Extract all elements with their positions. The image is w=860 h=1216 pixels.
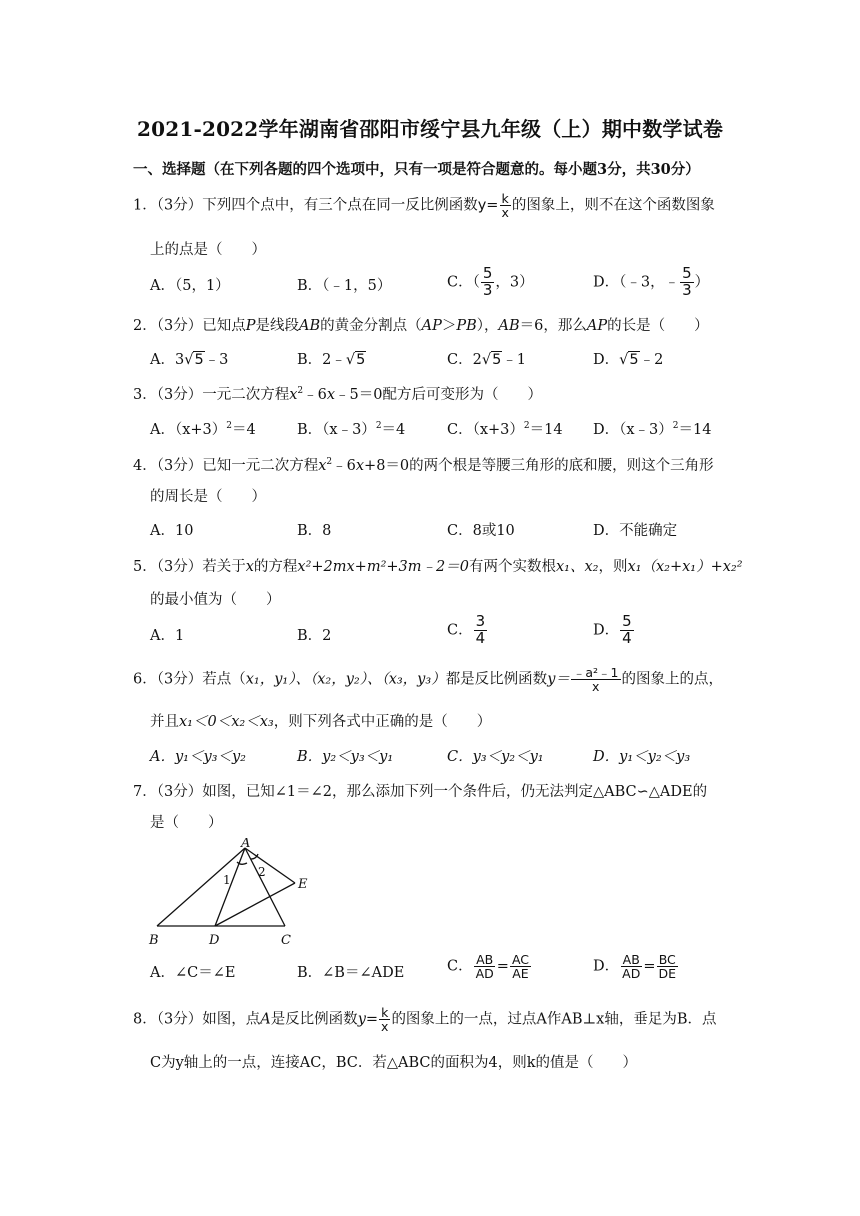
q4-option-b: B．8 xyxy=(297,523,332,539)
q5-option-d xyxy=(593,614,635,647)
q2-t1: 是线段 xyxy=(255,318,299,334)
q5-pre: 5．（3分）若关于 xyxy=(133,559,246,575)
q2-PB: PB xyxy=(456,318,477,334)
q7-option-d xyxy=(593,953,679,980)
q8-frac-num: k xyxy=(381,1005,389,1020)
q1-c-pre: C．（ xyxy=(447,274,480,291)
line-AD xyxy=(215,848,245,926)
q7-c-frac2 xyxy=(510,953,531,980)
q6-fraction xyxy=(571,666,621,693)
question-6-line-1 xyxy=(133,666,723,693)
q3-sq: 2 xyxy=(297,386,304,396)
q4-option-a: A．10 xyxy=(150,523,194,539)
section-heading: 一、选择题（在下列各题的四个选项中，只有一项是符合题意的。每小题3分，共30分） xyxy=(133,161,700,178)
q2-b-pre: B．2﹣ xyxy=(297,352,346,368)
q1-option-c xyxy=(447,266,534,299)
label-C: C xyxy=(281,933,291,948)
q7-d-frac2 xyxy=(656,953,678,980)
q2-c-pre: C．2 xyxy=(447,352,482,368)
q7-d-pre: D． xyxy=(593,958,620,975)
q1-d-num: 5 xyxy=(682,264,692,282)
q7-d-n2: BC xyxy=(658,952,676,967)
label-angle-1: 1 xyxy=(223,873,231,887)
q7-option-c xyxy=(447,953,532,980)
q3-x: x xyxy=(289,387,298,403)
q4-pre: 4．（3分）已知一元二次方程 xyxy=(133,458,319,474)
q2-d-pre: D． xyxy=(593,352,620,368)
q5-c-num: 3 xyxy=(475,612,486,630)
q3-eq2: ﹣6 xyxy=(303,387,327,403)
q8-frac-den: x xyxy=(381,1019,389,1035)
q2-b-rad: 5 xyxy=(356,352,366,368)
q2-t5: 的长是（ ） xyxy=(607,318,709,334)
question-1-line-1 xyxy=(133,192,715,219)
q1-option-a: A．（5，1） xyxy=(150,278,230,294)
label-D: D xyxy=(209,933,220,948)
question-4-line-1 xyxy=(133,454,714,475)
line-AC xyxy=(245,848,285,926)
q3-d-post: ＝14 xyxy=(678,422,712,438)
q2-AP: AP xyxy=(421,318,442,334)
q5-option-c xyxy=(447,614,488,647)
q7-c-pre: C． xyxy=(447,958,473,975)
question-7-line-1: 7．（3分）如图，已知∠1＝∠2，那么添加下列一个条件后，仍无法判定△ABC∽△ADE的 xyxy=(133,784,708,800)
q1-d-den: 3 xyxy=(682,280,692,299)
q2-option-c xyxy=(447,348,526,369)
q3-option-c xyxy=(447,418,563,439)
q5-c-fraction xyxy=(474,614,488,647)
label-E: E xyxy=(298,877,308,892)
q7-c-eq: = xyxy=(496,958,509,975)
q2-t2: 的黄金分割点（ xyxy=(320,318,422,334)
q5-d-fraction xyxy=(620,614,634,647)
question-5-line-2: 的最小值为（ ） xyxy=(150,592,281,608)
q2-a-pre: A．3 xyxy=(150,352,185,368)
q3-option-b xyxy=(297,418,405,439)
q2-P: P xyxy=(245,318,256,334)
page-title: 2021-2022学年湖南省邵阳市绥宁县九年级（上）期中数学试卷 xyxy=(136,117,724,141)
q3-eq3: ﹣5＝0配方后可变形为（ ） xyxy=(335,387,542,403)
q2-AP2: AP xyxy=(586,318,608,334)
q4-option-c: C．8或10 xyxy=(447,523,515,539)
q2-d-rad: 5 xyxy=(629,352,639,368)
q1-frac-num: k xyxy=(501,191,509,206)
q6-l2-post: ，则下列各式中正确的是（ ） xyxy=(273,714,492,730)
q1-option-b: B．（﹣1，5） xyxy=(297,278,392,294)
q6-yeq: y＝ xyxy=(547,671,570,688)
q1-c-den: 3 xyxy=(482,280,493,299)
q2-d-post: ﹣2 xyxy=(639,352,664,368)
q3-b-text: B．（x﹣3） xyxy=(297,422,376,438)
q8-mid: 是反比例函数 xyxy=(270,1011,358,1028)
q2-b-sqrt: √5 xyxy=(345,352,366,368)
q1-text: 1．（3分）下列四个点中，有三个点在同一反比例函数 xyxy=(133,197,478,214)
q7-c-n2: AC xyxy=(511,952,530,967)
q4-sq: 2 xyxy=(326,457,333,467)
question-8-line-2: C为y轴上的一点，连接AC，BC．若△ABC的面积为4，则k的值是（ ） xyxy=(150,1055,638,1071)
q3-b-post: ＝4 xyxy=(381,422,406,438)
q6-option-a: A．y₁＜y₃＜y₂ xyxy=(150,749,246,765)
q5-d-pre: D． xyxy=(593,622,620,639)
triangle-diagram xyxy=(145,838,325,950)
q8-rest: 的图象上的一点，过点A作AB⊥x轴，垂足为B．点 xyxy=(391,1011,717,1028)
q2-gt: ＞ xyxy=(441,318,457,334)
q3-option-d xyxy=(593,418,711,439)
q2-AB: AB xyxy=(298,318,321,334)
label-angle-2: 2 xyxy=(258,865,266,879)
q3-a-post: ＝4 xyxy=(232,422,256,438)
q3-option-a xyxy=(150,418,256,439)
q2-c-rad: 5 xyxy=(492,352,502,368)
q7-d-n1: AB xyxy=(622,952,640,967)
q2-option-d xyxy=(593,348,663,369)
q7-c-frac1 xyxy=(474,953,496,980)
q5-mid3: ，则 xyxy=(598,559,628,575)
q7-d-d2: DE xyxy=(658,966,677,982)
q8-A: A xyxy=(260,1011,271,1028)
q3-c-sup: 2 xyxy=(523,421,530,431)
q4-option-d: D．不能确定 xyxy=(593,523,678,539)
q2-a-rad: 5 xyxy=(194,352,204,368)
q7-c-n1: AB xyxy=(476,952,494,967)
question-1-line-2: 上的点是（ ） xyxy=(150,242,266,258)
q1-c-num: 5 xyxy=(482,264,493,282)
q6-l2-pre: 并且 xyxy=(150,714,179,730)
label-B: B xyxy=(149,933,159,948)
q5-d-den: 4 xyxy=(622,628,632,647)
q6-option-d: D．y₁＜y₂＜y₃ xyxy=(593,749,691,765)
q4-rest: +8＝0的两个根是等腰三角形的底和腰，则这个三角形 xyxy=(364,458,714,474)
line-AE xyxy=(245,848,295,883)
label-A: A xyxy=(241,838,251,851)
q2-pre: 2．（3分）已知点 xyxy=(133,318,246,334)
q5-c-pre: C． xyxy=(447,622,473,639)
q2-t4: ＝6，那么 xyxy=(519,318,587,334)
question-6-line-2 xyxy=(150,710,491,731)
q8-fraction xyxy=(379,1006,390,1033)
q6-mid: 都是反比例函数 xyxy=(445,671,548,688)
q5-option-b: B．2 xyxy=(297,628,332,644)
q7-option-b: B．∠B＝∠ADE xyxy=(297,965,405,981)
q7-c-d2: AE xyxy=(512,966,529,982)
q7-d-d1: AD xyxy=(622,966,641,982)
q1-fraction xyxy=(499,192,510,219)
q5-mid2: 有两个实数根 xyxy=(468,559,556,575)
q3-c-text: C．（x+3） xyxy=(447,422,524,438)
q2-t3: ）， xyxy=(476,318,499,334)
q1-c-fraction xyxy=(481,266,495,299)
q6-cond: x₁＜0＜x₂＜x₃ xyxy=(179,714,274,730)
q2-c-sqrt: √5 xyxy=(481,352,502,368)
q1-d-pre: D．（﹣3，﹣ xyxy=(593,274,680,291)
q6-option-c: C．y₃＜y₂＜y₁ xyxy=(447,749,544,765)
q4-x: x xyxy=(318,458,327,474)
q5-mid: 的方程 xyxy=(253,559,298,575)
q1-d-post: ） xyxy=(694,274,710,291)
q3-a-text: A．（x+3） xyxy=(150,422,227,438)
q7-c-d1: AD xyxy=(475,966,494,982)
q1-yeq: y= xyxy=(477,197,499,214)
question-5-line-1 xyxy=(133,555,743,576)
q6-frac-den: x xyxy=(592,679,600,695)
q6-rest: 的图象上的点， xyxy=(621,671,724,688)
q6-pre: 6．（3分）若点（ xyxy=(133,671,246,688)
q5-eq: x²+2mx+m²+3m﹣2＝0 xyxy=(297,559,469,575)
q3-pre: 3．（3分）一元二次方程 xyxy=(133,387,290,403)
q1-frac-den: x xyxy=(501,205,509,221)
q8-pre: 8．（3分）如图，点 xyxy=(133,1011,261,1028)
q5-roots: x₁、x₂ xyxy=(555,559,599,575)
q6-option-b: B．y₂＜y₃＜y₁ xyxy=(297,749,394,765)
q2-option-b xyxy=(297,348,366,369)
q1-c-post: ，3） xyxy=(495,274,534,291)
q5-option-a: A．1 xyxy=(150,628,185,644)
q7-d-frac1 xyxy=(620,953,642,980)
q5-x: x xyxy=(245,559,254,575)
q6-pts: x₁，y₁）、（x₂，y₂）、（x₃，y₃） xyxy=(245,671,446,688)
q1-rest: 的图象上，则不在这个函数图象 xyxy=(511,197,715,214)
q5-expr: x₁（x₂+x₁）+x₂² xyxy=(627,559,743,575)
line-AB xyxy=(157,848,245,926)
q2-a-post: ﹣3 xyxy=(204,352,229,368)
line-DE xyxy=(215,883,295,926)
q8-yeq: y= xyxy=(357,1011,379,1028)
q4-mid: ﹣6 xyxy=(332,458,356,474)
q2-c-post: ﹣1 xyxy=(502,352,527,368)
q6-frac-num: ﹣a²﹣1 xyxy=(572,665,619,680)
q3-d-sup: 2 xyxy=(672,421,679,431)
q3-b-sup: 2 xyxy=(375,421,382,431)
question-4-line-2: 的周长是（ ） xyxy=(150,489,266,505)
angle-1-arc xyxy=(237,862,247,864)
q5-c-den: 4 xyxy=(475,628,486,647)
q4-x2: x xyxy=(355,458,365,474)
question-2-line-1 xyxy=(133,314,709,335)
q3-d-text: D．（x﹣3） xyxy=(593,422,673,438)
q1-d-fraction xyxy=(680,266,694,299)
q2-option-a xyxy=(150,348,228,369)
question-3-line-1 xyxy=(133,383,542,404)
q3-c-post: ＝14 xyxy=(529,422,563,438)
q2-d-sqrt: √5 xyxy=(619,352,639,368)
question-8-line-1 xyxy=(133,1006,717,1033)
q5-d-num: 5 xyxy=(622,612,632,630)
q2-a-sqrt: √5 xyxy=(184,352,204,368)
q7-d-eq: = xyxy=(643,958,656,975)
q3-a-sup: 2 xyxy=(226,421,233,431)
q2-AB2: AB xyxy=(498,318,520,334)
question-7-line-2: 是（ ） xyxy=(150,815,223,831)
q1-option-d xyxy=(593,266,709,299)
q7-option-a: A．∠C＝∠E xyxy=(150,965,236,981)
q3-x2: x xyxy=(326,387,336,403)
